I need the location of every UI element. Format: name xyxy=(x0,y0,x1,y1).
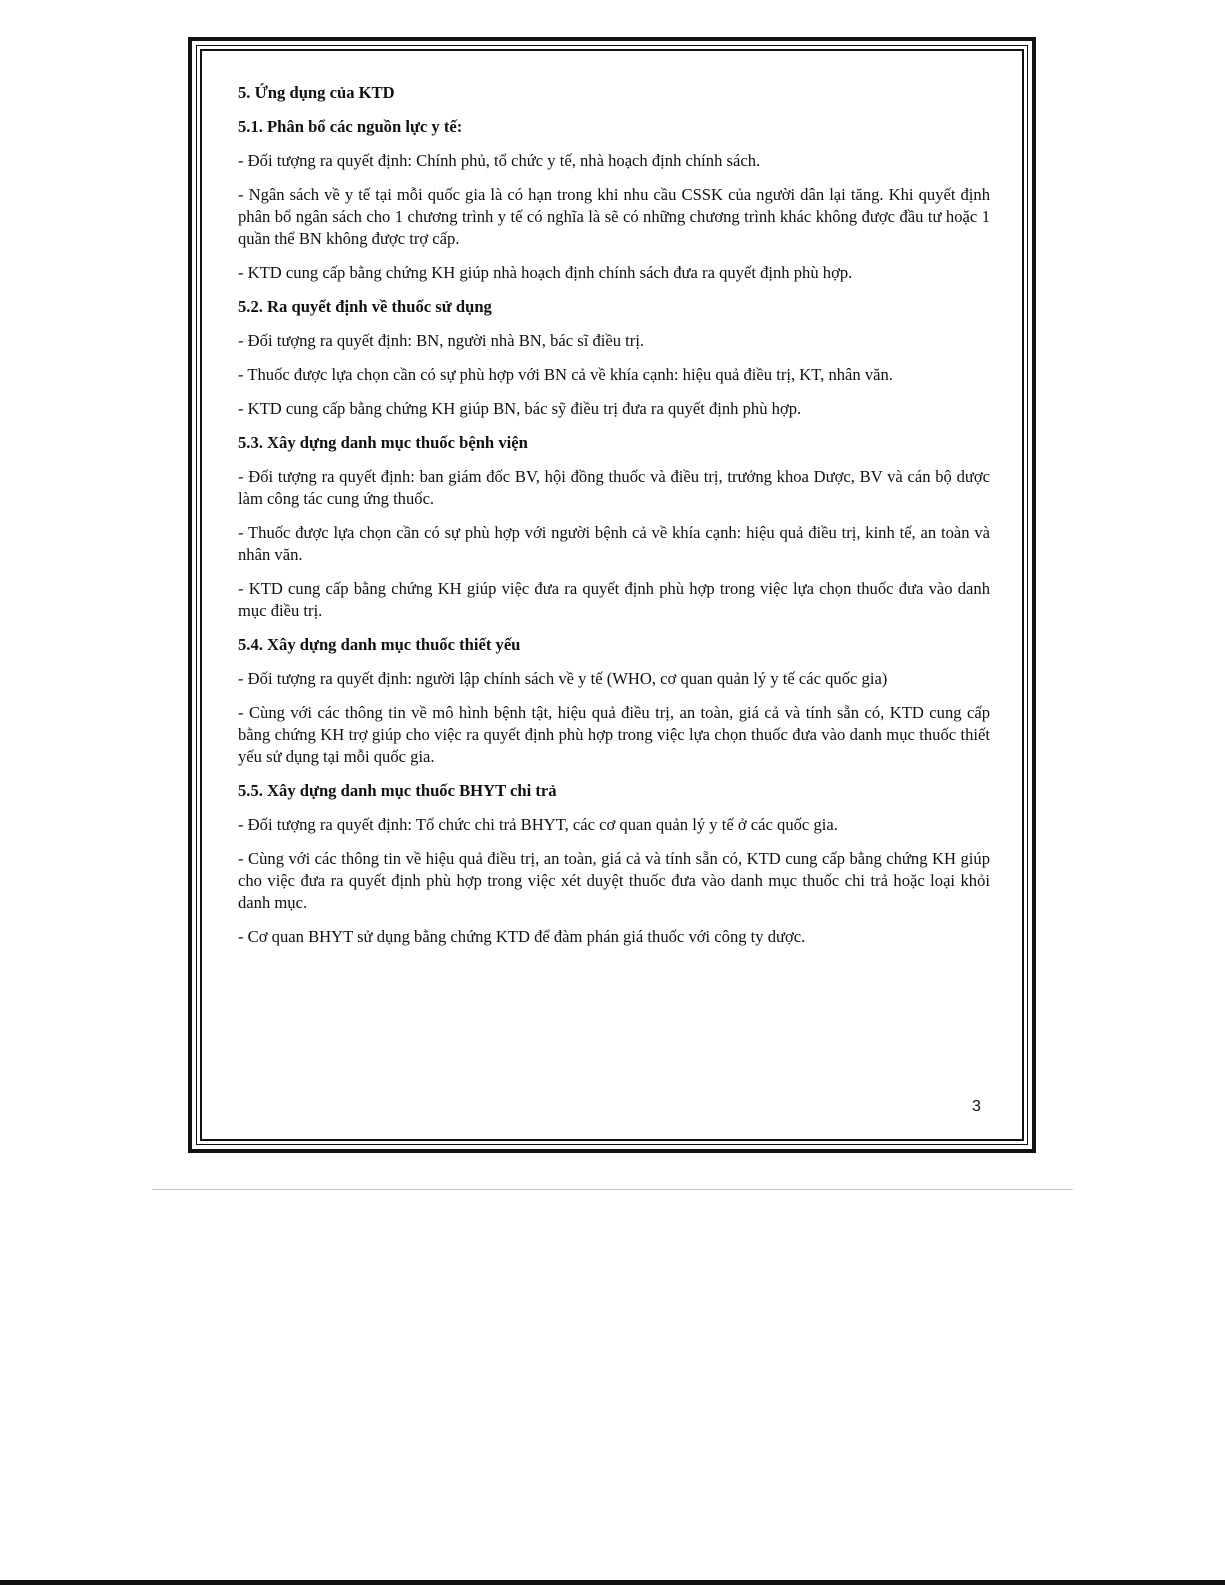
paragraph: - Thuốc được lựa chọn cần có sự phù hợp với người bệnh cả về khía cạnh: hiệu quả điều trị, kinh tế, an toàn và nhân văn. xyxy=(238,523,990,564)
paragraph: - Cùng với các thông tin về mô hình bệnh tật, hiệu quả điều trị, an toàn, giá cả và tính sẵn có, KTD cung cấp bằng chứng KH trợ giúp cho việc ra quyết định phù hợp trong việc lựa chọn thuốc đưa vào danh mục thuốc thiết yếu sử dụng tại mỗi quốc gia. xyxy=(238,703,990,766)
paragraph: - KTD cung cấp bằng chứng KH giúp nhà hoạch định chính sách đưa ra quyết định phù hợp. xyxy=(238,263,853,282)
page-separator xyxy=(152,1189,1073,1190)
section-heading: 5.2. Ra quyết định về thuốc sử dụng xyxy=(238,297,492,316)
paragraph: - Cơ quan BHYT sử dụng bằng chứng KTD để đàm phán giá thuốc với công ty dược. xyxy=(238,927,806,946)
paragraph: - Đối tượng ra quyết định: Tổ chức chi trả BHYT, các cơ quan quản lý y tế ở các quốc gia. xyxy=(238,815,838,834)
paragraph: - Ngân sách về y tế tại mỗi quốc gia là có hạn trong khi nhu cầu CSSK của người dân lại tăng. Khi quyết định phân bổ ngân sách cho 1 chương trình y tế có nghĩa là sẽ có những chương trình khác không được đầu tư hoặc 1 quần thể BN không được trợ cấp. xyxy=(238,185,990,248)
paragraph: - Đối tượng ra quyết định: BN, người nhà BN, bác sĩ điều trị. xyxy=(238,331,645,350)
paragraph: - Đối tượng ra quyết định: người lập chính sách về y tế (WHO, cơ quan quản lý y tế các quốc gia) xyxy=(238,669,888,688)
paragraph: - Đối tượng ra quyết định: Chính phủ, tổ chức y tế, nhà hoạch định chính sách. xyxy=(238,151,761,170)
paragraph: - KTD cung cấp bằng chứng KH giúp việc đưa ra quyết định phù hợp trong việc lựa chọn thuốc đưa vào danh mục điều trị. xyxy=(238,579,990,620)
section-heading: 5.4. Xây dựng danh mục thuốc thiết yếu xyxy=(238,635,521,654)
section-heading: 5.1. Phân bổ các nguồn lực y tế: xyxy=(238,117,463,136)
page-content xyxy=(238,82,990,960)
section-heading: 5.5. Xây dựng danh mục thuốc BHYT chi trả xyxy=(238,781,557,800)
paragraph: - Đối tượng ra quyết định: ban giám đốc BV, hội đồng thuốc và điều trị, trưởng khoa Dược, BV và cán bộ dược làm công tác cung ứng thuốc. xyxy=(238,467,990,508)
page-number: 3 xyxy=(972,1098,981,1115)
section-heading: 5. Ứng dụng của KTD xyxy=(238,83,395,102)
bottom-edge-bar xyxy=(0,1580,1225,1585)
paragraph: - Thuốc được lựa chọn cần có sự phù hợp với BN cả về khía cạnh: hiệu quả điều trị, KT, nhân văn. xyxy=(238,365,893,384)
paragraph: - KTD cung cấp bằng chứng KH giúp BN, bác sỹ điều trị đưa ra quyết định phù hợp. xyxy=(238,399,802,418)
paragraph: - Cùng với các thông tin về hiệu quả điều trị, an toàn, giá cả và tính sẵn có, KTD cung cấp bằng chứng KH giúp cho việc đưa ra quyết định phù hợp trong việc xét duyệt thuốc đưa vào danh mục thuốc chi trả hoặc loại khỏi danh mục. xyxy=(238,849,990,912)
section-heading: 5.3. Xây dựng danh mục thuốc bệnh viện xyxy=(238,433,528,452)
